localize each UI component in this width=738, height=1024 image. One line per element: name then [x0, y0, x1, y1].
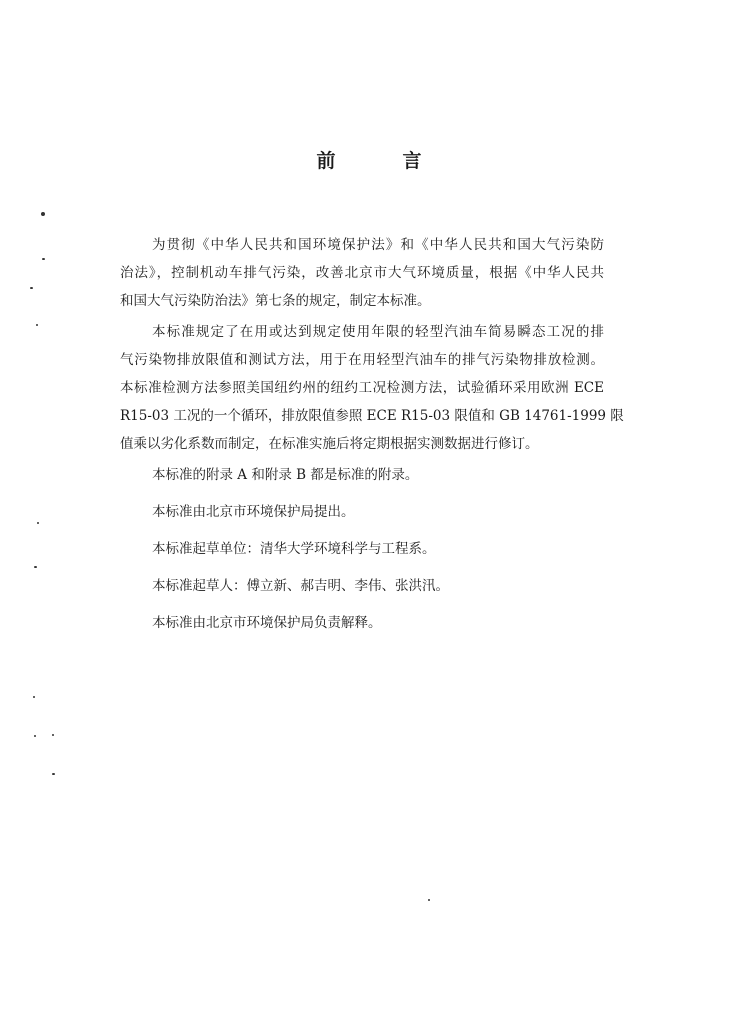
- scan-speck: [52, 773, 55, 775]
- paragraph-line: 值乘以劣化系数而制定，在标准实施后将定期根据实测数据进行修订。: [120, 436, 539, 452]
- scan-speck: [36, 324, 38, 326]
- statement-drafters: 本标准起草人：傅立新、郝吉明、李伟、张洪汛。: [152, 578, 449, 594]
- statement-proposer: 本标准由北京市环境保护局提出。: [152, 504, 355, 520]
- paragraph-2: [120, 318, 624, 458]
- page-title: 前 言: [316, 150, 446, 172]
- scan-speck: [34, 735, 36, 737]
- statement-interpretation: 本标准由北京市环境保护局负责解释。: [152, 615, 382, 631]
- scan-speck: [52, 734, 54, 736]
- paragraph-line: 本标准检测方法参照美国纽约州的纽约工况检测方法，试验循环采用欧洲 ECE: [120, 380, 604, 396]
- scan-speck: [37, 522, 39, 524]
- scan-speck: [428, 899, 430, 901]
- paragraph-line: 本标准规定了在用或达到规定使用年限的轻型汽油车简易瞬态工况的排: [152, 324, 604, 340]
- scan-speck: [42, 258, 45, 260]
- scan-speck: [34, 566, 37, 568]
- document-body: [120, 231, 624, 637]
- scan-speck: [30, 287, 33, 289]
- paragraph-line: 和国大气污染防治法》第七条的规定，制定本标准。: [120, 293, 431, 309]
- paragraph-line: 为贯彻《中华人民共和国环境保护法》和《中华人民共和国大气污染防: [152, 237, 604, 253]
- scan-speck: [41, 212, 45, 216]
- paragraph-line: 治法》，控制机动车排气污染，改善北京市大气环境质量，根据《中华人民共: [120, 265, 604, 281]
- statement-drafting-unit: 本标准起草单位：清华大学环境科学与工程系。: [152, 541, 436, 557]
- paragraph-line: R15-03 工况的一个循环，排放限值参照 ECE R15-03 限值和 GB 14761-1999 限: [120, 408, 624, 424]
- paragraph-line: 气污染物排放限值和测试方法，用于在用轻型汽油车的排气污染物排放检测。: [120, 352, 604, 368]
- statement-appendix: 本标准的附录 A 和附录 B 都是标准的附录。: [152, 467, 419, 483]
- scan-speck: [33, 696, 35, 698]
- paragraph-1: [120, 231, 604, 315]
